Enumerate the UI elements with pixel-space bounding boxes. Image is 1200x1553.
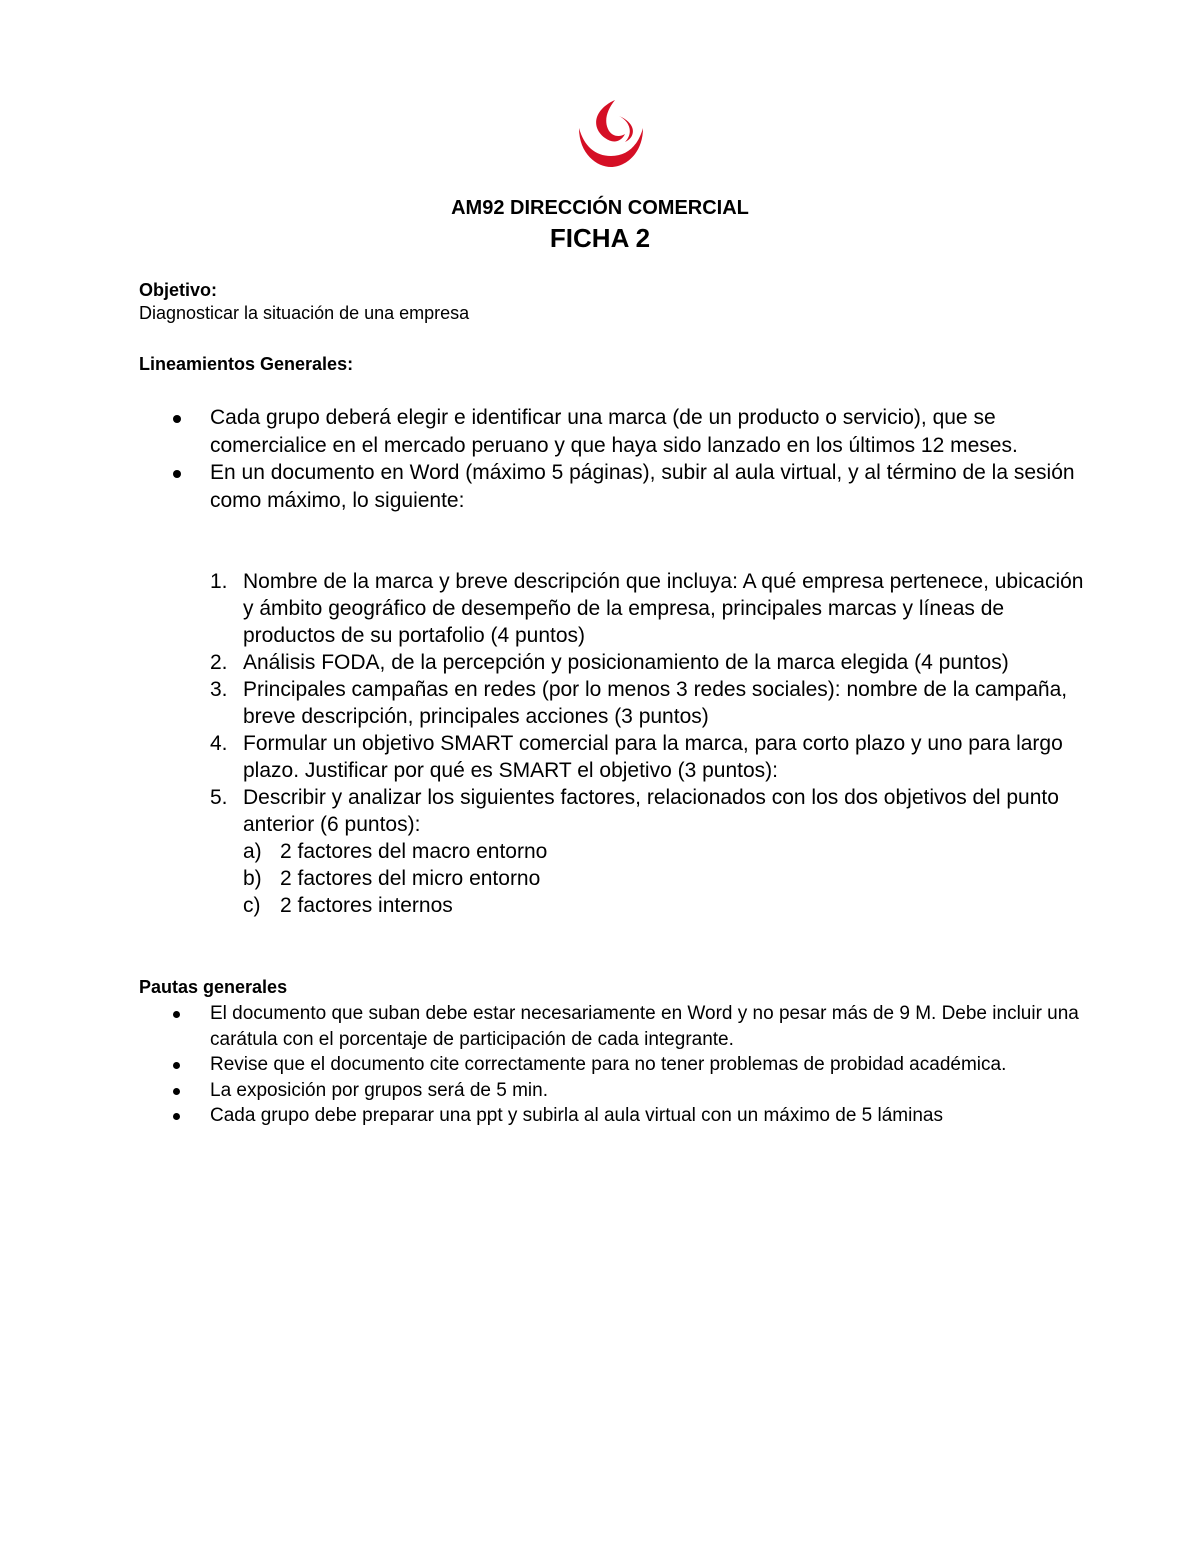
item-text: 2 factores del micro entorno <box>280 867 541 890</box>
list-item <box>139 1103 1099 1129</box>
bullet-text: Revise que el documento cite correctamente para no tener problemas de probidad académica. <box>210 1054 1007 1075</box>
sublist-item <box>243 892 1099 919</box>
objective-text: Diagnosticar la situación de una empresa <box>139 303 470 323</box>
course-title: AM92 DIRECCIÓN COMERCIAL <box>451 197 749 219</box>
item-text: Describir y analizar los siguientes factores, relacionados con los dos objetivos del punto anterior (6 puntos): <box>243 786 1059 836</box>
list-item <box>139 1052 1099 1078</box>
item-text: Análisis FODA, de la percepción y posicionamiento de la marca elegida (4 puntos) <box>243 651 1009 674</box>
bullet-icon <box>173 1113 180 1120</box>
item-letter: b) <box>243 867 262 890</box>
sublist-item <box>243 865 1099 892</box>
guidelines-heading: Lineamientos Generales: <box>139 354 354 374</box>
item-text: Principales campañas en redes (por lo menos 3 redes sociales): nombre de la campaña, breve descripción, principales acciones (3 puntos) <box>243 678 1068 728</box>
requirements-numbered-list <box>139 568 1099 919</box>
list-item <box>139 730 1099 784</box>
bullet-text: Cada grupo debe preparar una ppt y subirla al aula virtual con un máximo de 5 láminas <box>210 1105 943 1126</box>
bullet-icon <box>173 1062 180 1069</box>
rules-heading: Pautas generales <box>139 977 288 997</box>
item-letter: a) <box>243 840 262 863</box>
factors-sublist <box>243 838 1099 919</box>
rules-bullet-list <box>139 1001 1099 1129</box>
university-flame-logo <box>575 98 647 168</box>
item-text: 2 factores del macro entorno <box>280 840 548 863</box>
list-item <box>139 568 1099 649</box>
item-text: Nombre de la marca y breve descripción que incluya: A qué empresa pertenece, ubicación y ámbito geográfico de desempeño de la empresa, principales marcas y líneas de productos de su portafolio (4 puntos) <box>243 570 1084 647</box>
list-item <box>139 784 1099 919</box>
item-letter: c) <box>243 894 261 917</box>
list-item <box>139 459 1099 514</box>
item-number: 2. <box>210 651 228 674</box>
bullet-text: La exposición por grupos será de 5 min. <box>210 1079 548 1101</box>
objective-heading: Objetivo: <box>139 280 218 300</box>
bullet-text: Cada grupo deberá elegir e identificar una marca (de un producto o servicio), que se comercialice en el mercado peruano y que haya sido lanzado en los últimos 12 meses. <box>210 406 1018 457</box>
item-number: 4. <box>210 732 228 755</box>
list-item <box>139 1078 1099 1104</box>
bullet-icon <box>173 1011 180 1018</box>
logo-flame-shape <box>596 100 625 141</box>
bullet-text: El documento que suban debe estar necesariamente en Word y no pesar más de 9 M. Debe incluir una carátula con el porcentaje de participación de cada integrante. <box>210 1003 1079 1050</box>
sublist-item <box>243 838 1099 865</box>
bullet-icon <box>173 415 181 423</box>
item-number: 1. <box>210 570 228 593</box>
bullet-icon <box>173 470 181 478</box>
item-number: 3. <box>210 678 228 701</box>
guidelines-bullet-list <box>139 404 1099 514</box>
sheet-title: FICHA 2 <box>549 223 651 253</box>
bullet-icon <box>173 1088 180 1095</box>
list-item <box>139 676 1099 730</box>
list-item <box>139 1001 1099 1052</box>
list-item <box>139 404 1099 459</box>
item-text: 2 factores internos <box>280 894 453 917</box>
bullet-text: En un documento en Word (máximo 5 páginas), subir al aula virtual, y al término de la sesión como máximo, lo siguiente: <box>210 461 1075 512</box>
list-item <box>139 649 1099 676</box>
item-text: Formular un objetivo SMART comercial para la marca, para corto plazo y uno para largo plazo. Justificar por qué es SMART el objetivo (3 puntos): <box>243 732 1063 782</box>
item-number: 5. <box>210 786 228 809</box>
